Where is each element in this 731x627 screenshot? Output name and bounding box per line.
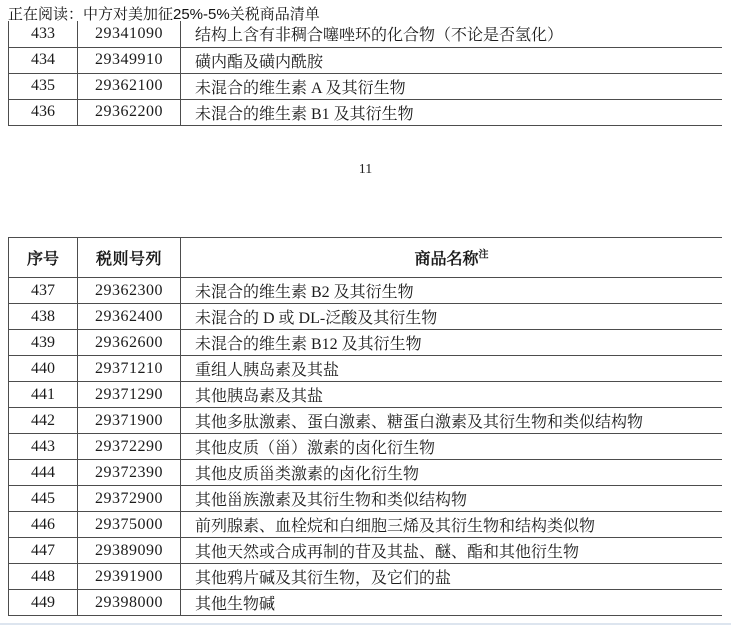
row-serial: 436 xyxy=(9,99,78,125)
table-row xyxy=(9,590,723,616)
row-serial: 441 xyxy=(9,382,78,408)
row-serial: 443 xyxy=(9,434,78,460)
row-product-name: 重组人胰岛素及其盐 xyxy=(181,356,723,382)
row-product-name: 其他皮质甾类激素的卤化衍生物 xyxy=(181,460,723,486)
row-tariff-code: 29375000 xyxy=(78,512,181,538)
table-row xyxy=(9,21,723,47)
row-product-name: 前列腺素、血栓烷和白细胞三烯及其衍生物和结构类似物 xyxy=(181,512,723,538)
table-row xyxy=(9,460,723,486)
row-product-name: 其他甾族激素及其衍生物和类似结构物 xyxy=(181,486,723,512)
tariff-table-main-head xyxy=(9,238,723,278)
table-row xyxy=(9,330,723,356)
tariff-table-top xyxy=(8,21,722,126)
row-tariff-code: 29362100 xyxy=(78,73,181,99)
page-number: 11 xyxy=(358,162,373,177)
row-tariff-code: 29371210 xyxy=(78,356,181,382)
table-row xyxy=(9,278,723,304)
row-tariff-code: 29362200 xyxy=(78,99,181,125)
row-tariff-code: 29349910 xyxy=(78,47,181,73)
row-tariff-code: 29371900 xyxy=(78,408,181,434)
row-product-name: 其他皮质（甾）激素的卤化衍生物 xyxy=(181,434,723,460)
row-product-name: 其他生物碱 xyxy=(181,590,723,616)
bottom-divider xyxy=(0,623,731,625)
row-tariff-code: 29389090 xyxy=(78,538,181,564)
page-title: 正在阅读：中方对美加征25%-5%关税商品清单 xyxy=(8,6,320,23)
table-row xyxy=(9,486,723,512)
row-serial: 434 xyxy=(9,47,78,73)
row-product-name: 磺内酯及磺内酰胺 xyxy=(181,47,723,73)
tariff-table-main-body xyxy=(9,278,723,616)
table-row xyxy=(9,304,723,330)
row-tariff-code: 29371290 xyxy=(78,382,181,408)
row-serial: 449 xyxy=(9,590,78,616)
tariff-table-main xyxy=(8,237,722,616)
table-row xyxy=(9,356,723,382)
row-serial: 433 xyxy=(9,21,78,47)
column-header-serial: 序号 xyxy=(9,238,78,278)
row-product-name: 其他胰岛素及其盐 xyxy=(181,382,723,408)
row-product-name: 结构上含有非稠合噻唑环的化合物（不论是否氢化） xyxy=(181,21,723,47)
row-serial: 442 xyxy=(9,408,78,434)
row-product-name: 未混合的维生素 B12 及其衍生物 xyxy=(181,330,723,356)
row-tariff-code: 29391900 xyxy=(78,564,181,590)
row-serial: 435 xyxy=(9,73,78,99)
header-row xyxy=(9,238,723,278)
document-page xyxy=(0,21,731,616)
table-row xyxy=(9,538,723,564)
table-row xyxy=(9,382,723,408)
note-superscript: 注 xyxy=(478,249,489,261)
row-serial: 448 xyxy=(9,564,78,590)
row-tariff-code: 29398000 xyxy=(78,590,181,616)
row-product-name: 未混合的维生素 A 及其衍生物 xyxy=(181,73,723,99)
table-row xyxy=(9,512,723,538)
table-row xyxy=(9,564,723,590)
row-serial: 438 xyxy=(9,304,78,330)
row-serial: 439 xyxy=(9,330,78,356)
column-header-product-name-text: 商品名称 xyxy=(414,251,479,268)
table-row xyxy=(9,408,723,434)
row-tariff-code: 29362600 xyxy=(78,330,181,356)
row-serial: 444 xyxy=(9,460,78,486)
row-product-name: 未混合的维生素 B2 及其衍生物 xyxy=(181,278,723,304)
table-row xyxy=(9,434,723,460)
row-product-name: 其他多肽激素、蛋白激素、糖蛋白激素及其衍生物和类似结构物 xyxy=(181,408,723,434)
row-product-name: 其他鸦片碱及其衍生物，及它们的盐 xyxy=(181,564,723,590)
tariff-table-top-body xyxy=(9,21,723,125)
row-serial: 447 xyxy=(9,538,78,564)
tariff-table-top-clip xyxy=(8,21,722,123)
table-row xyxy=(9,47,723,73)
row-tariff-code: 29372390 xyxy=(78,460,181,486)
table-row xyxy=(9,99,723,125)
column-header-tariff-code: 税则号列 xyxy=(78,238,181,278)
row-product-name: 其他天然或合成再制的苷及其盐、醚、酯和其他衍生物 xyxy=(181,538,723,564)
row-product-name: 未混合的维生素 B1 及其衍生物 xyxy=(181,99,723,125)
row-tariff-code: 29341090 xyxy=(78,21,181,47)
row-tariff-code: 29362300 xyxy=(78,278,181,304)
row-serial: 440 xyxy=(9,356,78,382)
column-header-product-name xyxy=(181,238,723,278)
table-row xyxy=(9,73,723,99)
row-serial: 446 xyxy=(9,512,78,538)
row-serial: 437 xyxy=(9,278,78,304)
row-product-name: 未混合的 D 或 DL-泛酸及其衍生物 xyxy=(181,304,723,330)
row-serial: 445 xyxy=(9,486,78,512)
row-tariff-code: 29362400 xyxy=(78,304,181,330)
row-tariff-code: 29372290 xyxy=(78,434,181,460)
row-tariff-code: 29372900 xyxy=(78,486,181,512)
